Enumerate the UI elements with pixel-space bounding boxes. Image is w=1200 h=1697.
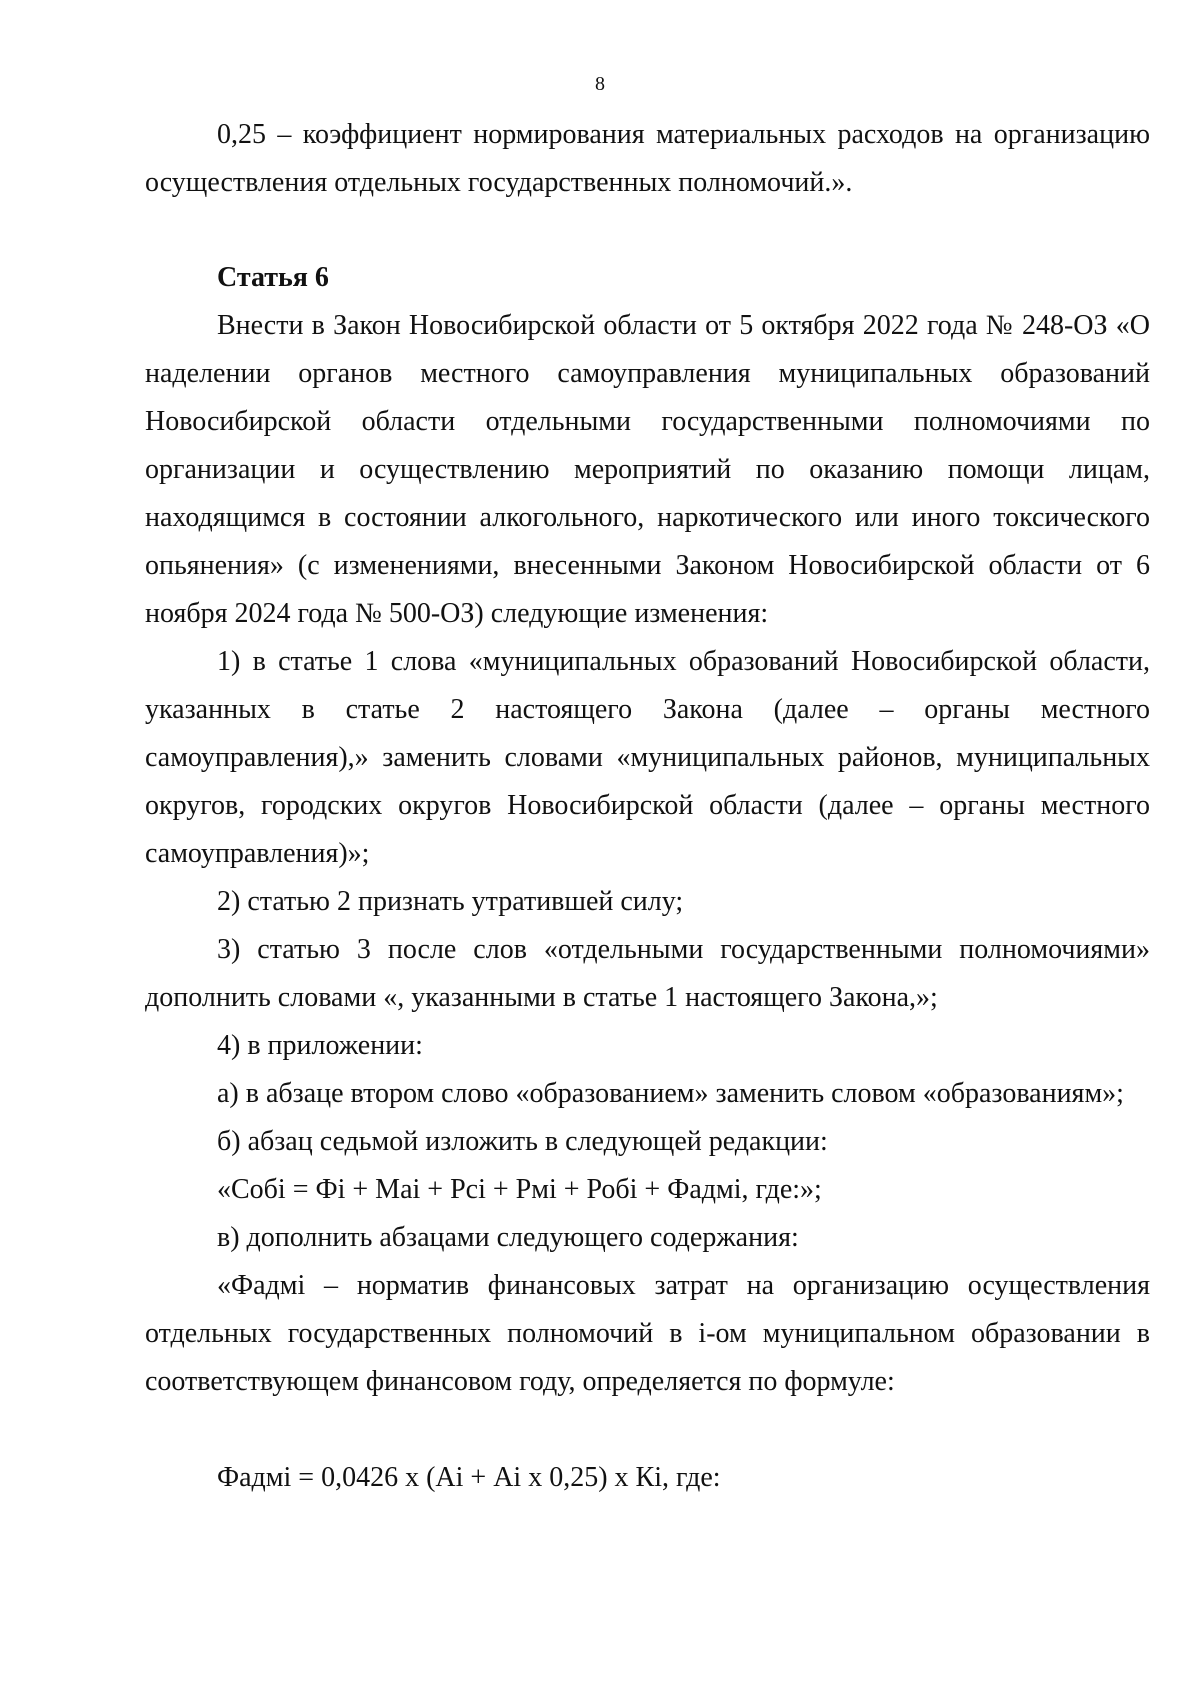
- page-number: 8: [595, 73, 605, 95]
- paragraph-item-3: 3) статью 3 после слов «отдельными государственными полномочиями» дополнить словами «, указанными в статье 1 настоящего Закона,»;: [145, 934, 1150, 1013]
- paragraph-subitem-b: б) абзац седьмой изложить в следующей редакции:: [217, 1126, 828, 1157]
- paragraph-fadm-definition: «Фадмi – норматив финансовых затрат на организацию осуществления отдельных государственных полномочий в i-ом муниципальном образовании в соответствующем финансовом году, определяется по формуле:: [145, 1270, 1150, 1397]
- formula-fadm: Фадмi = 0,0426 х (Аi + Аi х 0,25) х Кi, где:: [217, 1462, 721, 1493]
- paragraph-formula-sob: «Собi = Фi + Маi + Рсi + Рмi + Робi + Фадмi, где:»;: [217, 1174, 822, 1205]
- article-heading: Статья 6: [217, 262, 329, 293]
- document-body: [145, 111, 1150, 1502]
- paragraph-coefficient: 0,25 – коэффициент нормирования материальных расходов на организацию осуществления отдельных государственных полномочий.».: [145, 119, 1150, 198]
- paragraph-item-2: 2) статью 2 признать утратившей силу;: [217, 886, 684, 917]
- paragraph-item-1: 1) в статье 1 слова «муниципальных образований Новосибирской области, указанных в статье 2 настоящего Закона (далее – органы местного самоуправления),» заменить словами «муниципальных районов, муниципальных округов, городских округов Новосибирской области (далее – органы местного самоуправления)»;: [145, 646, 1150, 869]
- paragraph-subitem-v: в) дополнить абзацами следующего содержания:: [217, 1222, 799, 1253]
- paragraph-subitem-a: а) в абзаце втором слово «образованием» заменить словом «образованиям»;: [217, 1078, 1124, 1109]
- paragraph-item-4: 4) в приложении:: [217, 1030, 423, 1061]
- paragraph-amendment-intro: Внести в Закон Новосибирской области от 5 октября 2022 года № 248-ОЗ «О наделении органов местного самоуправления муниципальных образований Новосибирской области отдельными государственными полномочиями по организации и осуществлению мероприятий по оказанию помощи лицам, находящимся в состоянии алкогольного, наркотического или иного токсического опьянения» (с изменениями, внесенными Законом Новосибирской области от 6 ноября 2024 года № 500-ОЗ) следующие изменения:: [145, 310, 1150, 629]
